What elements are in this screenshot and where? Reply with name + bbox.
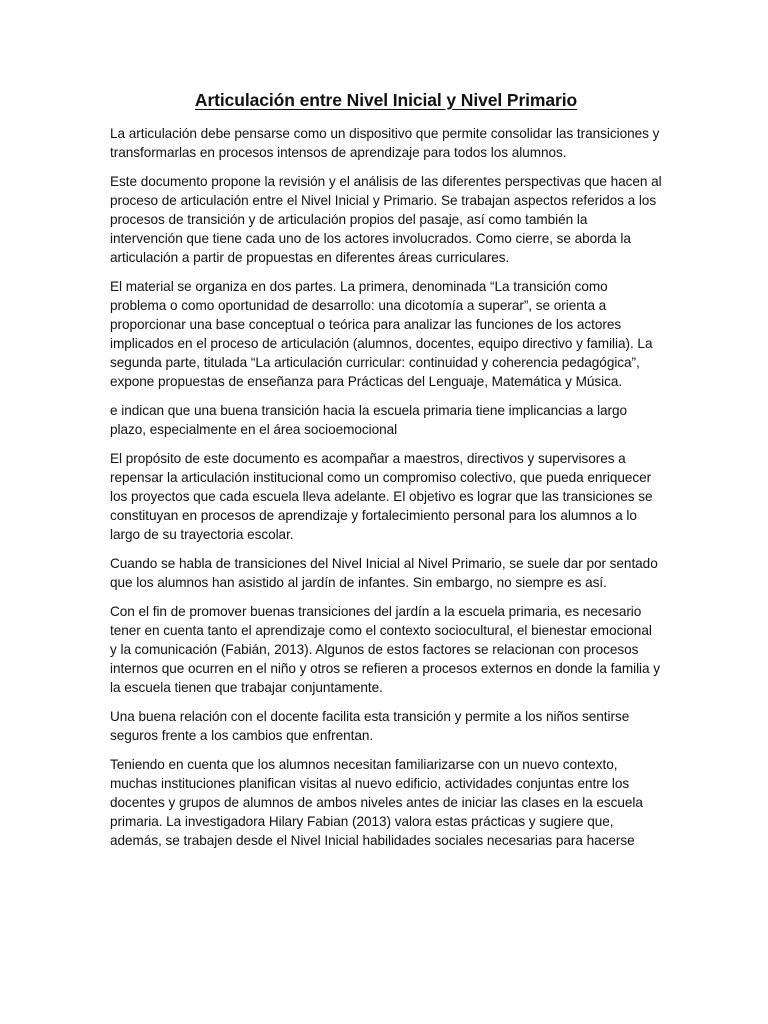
paragraph-kindergarten: Cuando se habla de transiciones del Nivel Inicial al Nivel Primario, se suele dar por sentado que los alumnos han asistido al jardín de infantes. Sin embargo, no siempre es así. (110, 556, 658, 590)
paragraph-proposal: Este documento propone la revisión y el análisis de las diferentes perspectivas que hacen al proceso de articulación entre el Nivel Inicial y Primario. Se trabajan aspectos referidos a los procesos de transición y de articulación propios del pasaje, así como también la intervención que tiene cada uno de los actores involucrados. Como cierre, se aborda la articulación a partir de propuestas en diferentes áreas curriculares. (110, 174, 662, 265)
document-title: Articulación entre Nivel Inicial y Nivel Primario (194, 90, 578, 110)
paragraph-teacher-relation: Una buena relación con el docente facilita esta transición y permite a los niños sentirse seguros frente a los cambios que enfrentan. (110, 709, 630, 743)
paragraph-familiarization: Teniendo en cuenta que los alumnos necesitan familiarizarse con un nuevo contexto, muchas instituciones planifican visitas al nuevo edificio, actividades conjuntas entre los docentes y grupos de alumnos de ambos niveles antes de iniciar las clases en la escuela primaria. La investigadora Hilary Fabian (2013) valora estas prácticas y sugiere que, además, se trabajen desde el Nivel Inicial habilidades sociales necesarias para hacerse (110, 757, 643, 848)
paragraph-organization: El material se organiza en dos partes. La primera, denominada “La transición como problema o como oportunidad de desarrollo: una dicotomía a superar”, se orienta a proporcionar una base conceptual o teórica para analizar las funciones de los actores implicados en el proceso de articulación (alumnos, docentes, equipo directivo y familia). La segunda parte, titulada “La articulación curricular: continuidad y coherencia pedagógica”, expone propuestas de enseñanza para Prácticas del Lenguaje, Matemática y Música. (110, 279, 653, 389)
paragraph-good-transitions: Con el fin de promover buenas transiciones del jardín a la escuela primaria, es necesario tener en cuenta tanto el aprendizaje como el contexto sociocultural, el bienestar emocional y la comunicación (Fabián, 2013). Algunos de estos factores se relacionan con procesos internos que ocurren en el niño y otros se refieren a procesos externos en donde la familia y la escuela tienen que trabajar conjuntamente. (110, 604, 660, 695)
paragraph-transition-fragment: e indican que una buena transición hacia la escuela primaria tiene implicancias a largo plazo, especialmente en el área socioemocional (110, 403, 628, 437)
paragraph-intro: La articulación debe pensarse como un dispositivo que permite consolidar las transiciones y transformarlas en procesos intensos de aprendizaje para todos los alumnos. (110, 126, 660, 160)
paragraph-purpose: El propósito de este documento es acompañar a maestros, directivos y supervisores a repensar la articulación institucional como un compromiso colectivo, que pueda enriquecer los proyectos que cada escuela lleva adelante. El objetivo es lograr que las transiciones se constituyan en procesos de aprendizaje y fortalecimiento personal para los alumnos a lo largo de su trayectoria escolar. (110, 451, 653, 542)
document-body (110, 88, 662, 860)
